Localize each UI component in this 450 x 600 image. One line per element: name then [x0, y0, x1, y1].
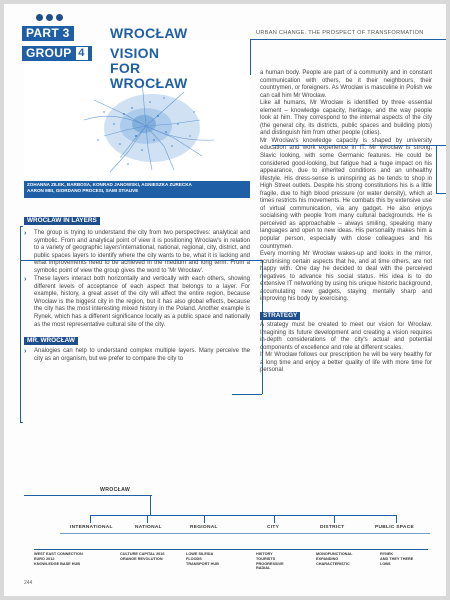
value-item: CULTURE CAPITAL 2016	[120, 552, 165, 556]
dot-icon	[56, 14, 63, 21]
diagram-category: CITY	[267, 525, 280, 530]
page	[4, 4, 446, 596]
diagram-branch	[90, 515, 396, 516]
title-line: WROCŁAW	[110, 75, 188, 91]
title-line: FOR	[110, 60, 141, 76]
branch-tick	[334, 515, 335, 523]
group-label: GROUP	[26, 46, 72, 60]
diagram-root: WROCŁAW	[100, 487, 131, 493]
value-item: FLOODS	[186, 556, 202, 561]
page-title	[110, 26, 188, 91]
left-column	[24, 209, 250, 363]
diagram-category: INTERNATIONAL	[70, 525, 113, 530]
bullet-paragraph	[24, 230, 250, 275]
authors-line: ZOHANNA ZILEK, BARBOSA, KONRAD JANOWSKI, AGNIESZKA ZURECKA	[27, 182, 192, 187]
dot-icon	[36, 14, 43, 21]
left-rule-tick	[20, 226, 23, 227]
right-rule-tail	[436, 193, 446, 194]
root-connector	[150, 495, 151, 515]
section-heading: STRATEGY	[260, 312, 300, 320]
cross-rule-tail	[232, 394, 262, 395]
chevron-right-icon: ›	[24, 348, 27, 356]
value-item: EURO 2012	[34, 556, 55, 561]
authors-bar	[24, 181, 250, 198]
diagram-category: REGIONAL	[190, 525, 218, 530]
diagram-category: NATIONAL	[135, 525, 162, 530]
bullet-paragraph	[24, 348, 250, 363]
group-label-block	[22, 46, 92, 61]
value-item: TOURISTS	[256, 556, 276, 561]
root-underline	[24, 495, 152, 496]
value-item: ORANGE REVOLUTION	[120, 556, 163, 561]
paragraph: Like all humans, Mr Wrocław is identified by three essential element – knowledge capacity, heritage, and the way people look at him. They correspond to the internal aspects of the city (the general city, its districts, public spaces and building plots) and distinguish him from other people (cities).	[260, 100, 432, 137]
page-number: 244	[24, 580, 33, 586]
category-values	[186, 552, 240, 566]
branch-tick	[274, 515, 275, 523]
authors-line: AARON MEI, GIORDANO PROCESI, SAMI STIAUVE	[27, 187, 139, 193]
paragraph: A strategy must be created to meet our vision for Wrocław. Imagining its future development and creating a vision requires in-depth considerations of the city's actual and potential components of excellence and role at different scales.	[260, 321, 432, 351]
value-item: LOBS	[380, 561, 391, 566]
section-heading: WROCŁAW IN LAYERS	[24, 217, 100, 225]
decorative-dots	[36, 14, 63, 21]
diagram-baseline	[60, 533, 430, 534]
header-rule-vertical	[250, 39, 251, 75]
left-column-rule	[20, 226, 21, 422]
value-item: LOWE SILESIA	[186, 552, 214, 556]
group-number: 4	[76, 47, 88, 60]
paragraph-text: Analogies can help to understand complex multiple layers. Many perceive the city as an organism, but we prefer to compare the city to	[34, 348, 250, 362]
right-column	[260, 70, 432, 375]
value-item: EXPANDING	[316, 556, 339, 561]
paragraph: a human body. People are part of a community and in constant communication with others, be it their neighbours, their countrymen, or foreigners. As Wrocław is masculine in Polish we can call him Mr Wrocław.	[260, 70, 432, 99]
value-item: PROGRESSIVE	[256, 561, 284, 566]
category-values	[34, 552, 94, 566]
value-item: RADIAL	[256, 566, 271, 571]
bullet-paragraph	[24, 276, 250, 329]
section-heading: MR. WROCŁAW	[24, 337, 78, 345]
branch-tick	[396, 515, 397, 523]
part-label: PART 3	[22, 26, 74, 41]
value-item: MONOFUNCTIONAL	[316, 552, 353, 556]
left-rule-tick	[20, 422, 23, 423]
paragraph-text: These layers interact both horizontally and vertically with each others, showing different levels of acceptance of each aspect that belongs to a layer. For example, history, a great asset of the city will affect the entire region, because Wrocław is the biggest city in the region, but it has also global effects, because the city has the most interesting mixed history in the Poland. Another example is Rynek, which has a different significance locally as a public space and nationally as the most representative cultural site of the city.	[34, 276, 250, 328]
branch-tick	[147, 515, 148, 523]
value-item: KNOWLEDGE BASE HUB	[34, 561, 80, 566]
section-header: URBAN CHANGE. THE PROSPECT OF TRANSFORMATION	[256, 30, 424, 36]
value-item: WEST EAST CONNECTION	[34, 552, 83, 556]
dot-icon	[46, 14, 53, 21]
right-rule-vertical	[436, 145, 437, 193]
title-line: VISION	[110, 45, 160, 61]
category-values	[256, 552, 306, 571]
header-rule	[250, 39, 446, 40]
layers-diagram	[4, 482, 446, 578]
chevron-right-icon: ›	[24, 276, 27, 284]
category-values	[380, 552, 436, 566]
chevron-right-icon: ›	[24, 230, 27, 237]
value-item: TRANSPORT HUB	[186, 561, 219, 566]
value-item: AND THEY THERE	[380, 556, 414, 561]
value-item: RYNEK	[380, 552, 394, 556]
paragraph-text: The group is trying to understand the city from two perspectives: analytical and symbolic. From and analytical point of view it is positioning Wrocław's in relation to a variety of geographic layers'international, national, regional, city, district, and public spaces layers to identify where the city wants to be, what it is lacking and what improvements need to be achieved in the medium and long term. From a symbolic point of view the group gives the word to 'Mr Wrocław'.	[34, 230, 250, 274]
diagram-category: PUBLIC SPACE	[375, 525, 414, 530]
paragraph: Mr Wrocław's knowledge capacity is shaped by university education and work experience in IT. Mr Wrocław is strong, Slavic looking, with some Germanic features. He could be considered good-looking, but fatigue had a huge impact on his appearance, due to inherited conditions and an unhealthy lifestyle. His dress-sense is uninspiring as he tends to shop in High Street outlets. Despite his strong constitutions his is a little fragile, due to high blood pressure (or water density), which at times restricts his movements. He combats this by extensive use of virtual communication, via any gadget. He also enjoys socialising with people from many cultural backgrounds. He is perceived as approachable – always smiling, speaking many languages and open to new ideas. His personality makes him a popular person, especially with close colleagues and his countrymen.	[260, 137, 432, 250]
title-line: WROCŁAW	[110, 25, 188, 41]
category-values	[316, 552, 374, 566]
branch-tick	[204, 515, 205, 523]
paragraph: Every morning Mr Wrocław wakes-up and looks in the mirror, scrutinising certain aspects that he, and at time others, are not happy with. One day he decided to deal with the perceived negatives to advance his social status. His idea is to do extensive IT networking by using his unique historic background, accumulating new gadgets, staying mentally sharp and improving his body by exercising.	[260, 251, 432, 303]
branch-tick	[90, 515, 91, 523]
value-item: CHARACTERISTIC	[316, 561, 350, 566]
value-item: HISTORY	[256, 552, 273, 556]
diagram-category: DISTRICT	[320, 525, 345, 530]
category-values	[120, 552, 178, 562]
paragraph: If Mr Wrocław follows our prescription he will be very healthy for a long time and enjoy a better quality of life with more time for personal	[260, 352, 432, 374]
diagram-value-rule	[34, 549, 428, 550]
